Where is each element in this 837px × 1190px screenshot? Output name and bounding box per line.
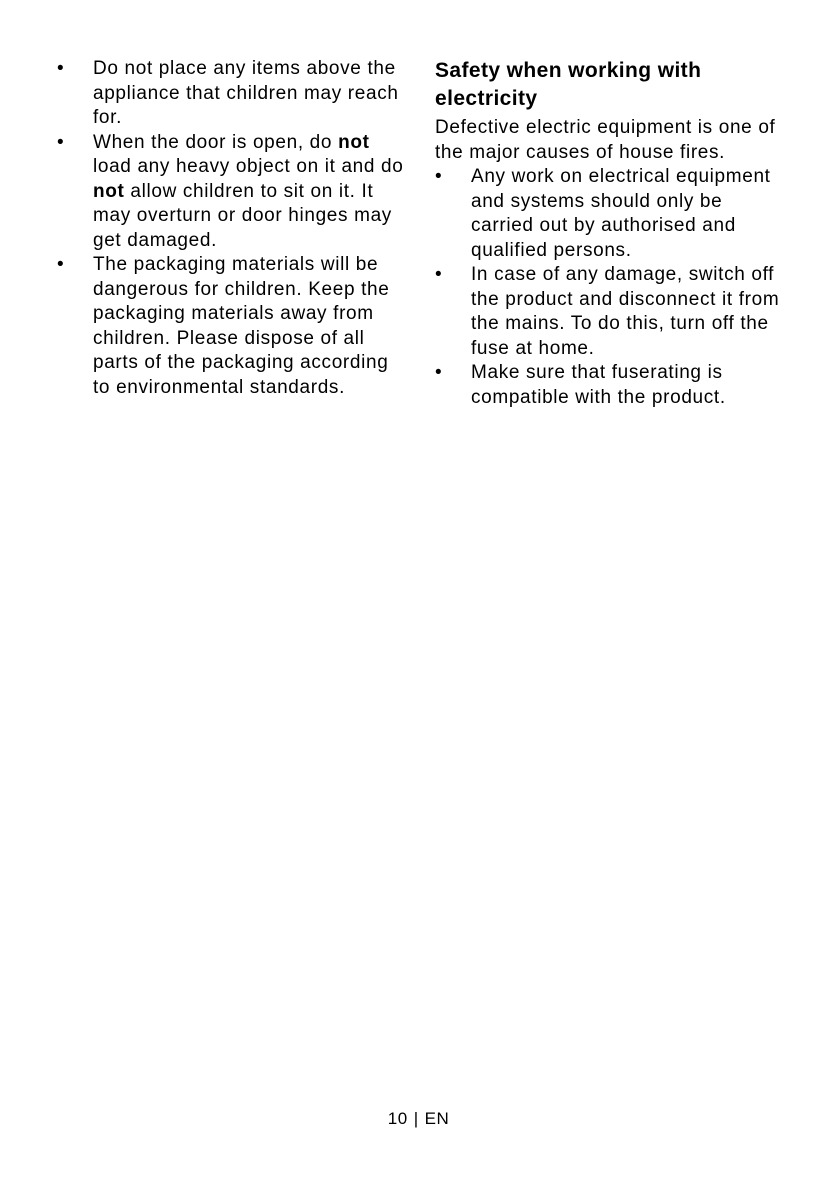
text-segment: When the door is open, do: [93, 131, 339, 153]
page-number: 10: [387, 1109, 408, 1128]
left-bullet-list: [57, 57, 405, 400]
list-item-text: The packaging materials will be dangerous for children. Keep the packaging materials away from children. Please dispose of all parts of the packaging according to environmental standards.: [93, 254, 390, 398]
list-item-text: [93, 131, 405, 254]
list-item: [435, 361, 787, 410]
section-heading: Safety when working with electricity: [435, 59, 702, 110]
text-segment: load any heavy object on it and do: [93, 156, 404, 177]
list-item-text: Make sure that fuserating is compatible with the product.: [471, 362, 726, 408]
bullet-icon: •: [57, 131, 64, 153]
bullet-icon: •: [435, 362, 442, 383]
right-bullet-list: [435, 165, 787, 410]
bullet-icon: •: [435, 264, 442, 285]
language-code: EN: [424, 1109, 450, 1128]
bold-text-segment: not: [338, 131, 370, 153]
list-item: [57, 131, 405, 254]
list-item: [57, 57, 405, 131]
list-item: [435, 263, 787, 361]
bullet-icon: •: [435, 166, 442, 187]
list-item-text: In case of any damage, switch off the product and disconnect it from the mains. To do this, turn off the fuse at home.: [471, 264, 780, 359]
list-item: [435, 165, 787, 263]
list-item: [57, 253, 405, 400]
list-item-text: Do not place any items above the appliance that children may reach for.: [93, 58, 399, 128]
page-footer: [0, 1107, 837, 1131]
list-item-text: Any work on electrical equipment and systems should only be carried out by authorised and qualified persons.: [471, 166, 771, 261]
bold-text-segment: not: [93, 180, 125, 202]
bullet-icon: •: [57, 254, 64, 275]
section-intro: Defective electric equipment is one of the major causes of house fires.: [435, 117, 776, 163]
text-segment: allow children to sit on it. It may overturn or door hinges may get damaged.: [93, 180, 392, 251]
footer-separator: |: [413, 1109, 419, 1128]
right-column: [435, 57, 787, 410]
left-column: [57, 57, 405, 400]
bullet-icon: •: [57, 58, 64, 79]
